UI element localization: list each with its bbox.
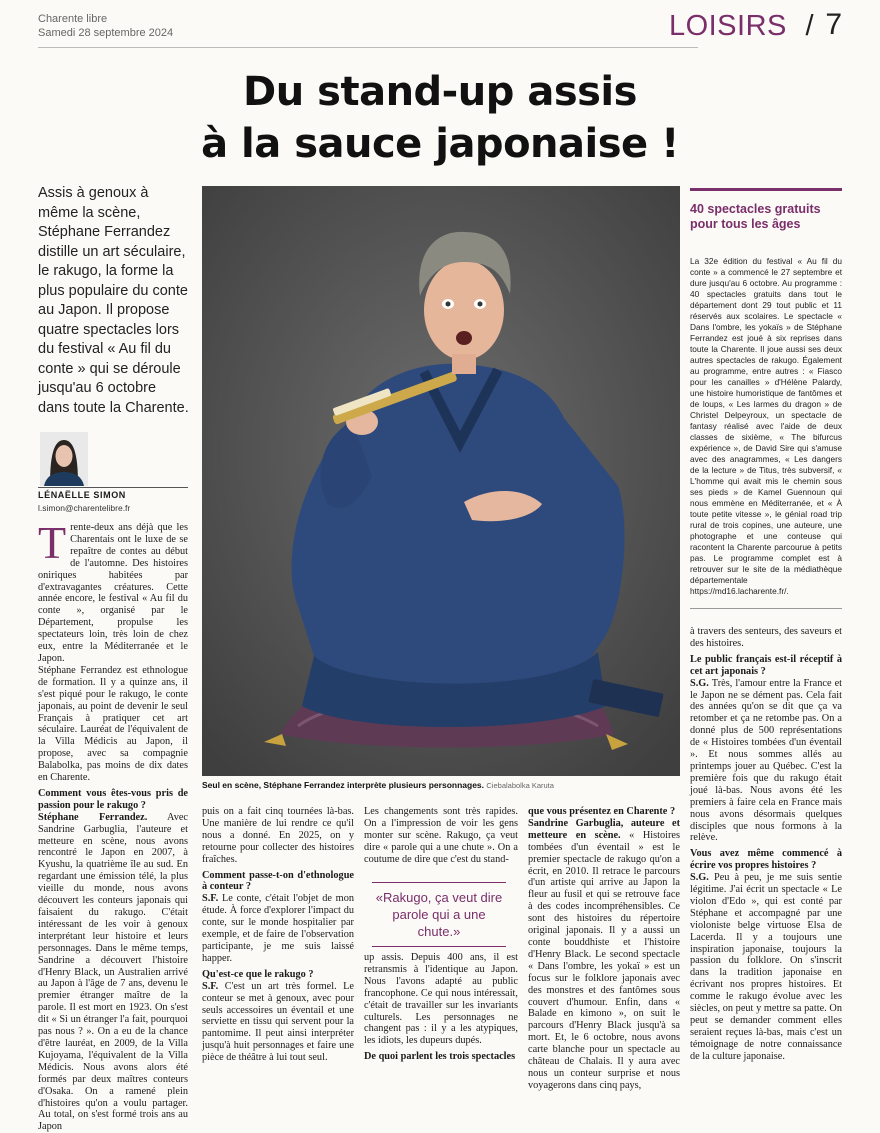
answer-speaker: S.F. [202,980,219,992]
question: Le public français est-il réceptif à cet art japonais ? [690,653,842,677]
question: Comment passe-t-on d'ethnologue à conteur ? [202,869,354,893]
paragraph: Les changements sont très rapides. On a l'impression de voir les gens monter sur scène. Rakugo, ça veut dire « parole qui a une chute ». On a coutume de dire que c'est du stand- [364,806,518,865]
headline-line-2: à la sauce japonaise ! [201,121,679,167]
question: Vous avez même commencé à écrire vos propres histoires ? [690,848,842,872]
column-3 [364,806,518,866]
answer-text: Très, l'amour entre la France et le Japon ne se dément pas. Cela fait des années qu'on se dit que ça va retomber et ça ne retombe pas. On a donné plus de 500 représentations de « Histoires tombées d'un éventail ». Et nous sommes allés au printemps jouer au Québec. C'est la première fois que du rakugo était joué là-bas. Nous avons été les premiers à faire cela en France mais nous avons désormais quelques disciples que nous formons à la relève. [690,677,843,844]
newspaper-name: Charente libre [38,13,108,25]
answer-speaker: S.G. [690,677,709,689]
article-photo [202,186,680,776]
pull-quote-text: «Rakugo, ça veut dire parole qui a une chute.» [375,890,503,939]
paragraph: à travers des senteurs, des saveurs et des histoires. [690,626,842,649]
column-1 [38,517,188,1133]
column-5 [690,626,842,1063]
masthead [38,12,173,40]
paragraph: puis on a fait cinq tournées là-bas. Une manière de lui rendre ce qu'il nous a donné. En 2025, on y retourne pour collecter des histoires fraîches. [202,806,354,865]
sidebar-rule [690,188,842,191]
header-rule [38,47,698,48]
author-photo [40,432,88,486]
issue-date: Samedi 28 septembre 2024 [38,27,174,39]
answer-speaker: S.G. [690,872,709,884]
answer-speaker: Sandrine Garbuglia, auteure et metteure en scène. [528,817,680,841]
question: De quoi parlent les trois spectacles [364,1051,516,1063]
headline [120,66,760,170]
answer-text: Peu à peu, je me suis sentie légitime. J'ai écrit un spectacle « Le violon d'Edo », qui est conté par Stéphane et accompagné par une violoniste belge virtuose Elsa de Lacerda. Il y a toujours une inspiration japonaise, toujours la passion du folklore. On s'inscrit dans la tradition japonaise en écrivant nos propres histoires. Et comme le rakugo évolue avec les siècles, on peut y mettre sa patte. On peut se demander comment elles seraient reçues là-bas, mais c'est un témoignage de notre connaissance de la culture japonaise. [690,872,842,1062]
answer-speaker: Stéphane Ferrandez. [38,811,148,823]
photo-caption [202,780,680,790]
drop-cap: T [38,517,67,568]
pull-quote [372,882,506,947]
pull-quote-rule-bottom [372,946,506,947]
sidebar-title: 40 spectacles gratuits pour tous les âges [690,202,821,231]
bio-paragraph: Stéphane Ferrandez est ethnologue de formation. Il y a quinze ans, il s'est piqué pour le rakugo, le conte japonais, au point de devenir le seul Français à pratiquer cet art séculaire. Lauréat de l'équivalent de la Villa Médicis au Japon, il propose, avec sa compagnie Balabolka, pas moins de dix dates en Charente. [38,664,188,784]
intro-paragraph: rente-deux ans déjà que les Charentais ont le luxe de se repaître de contes au début de l'automne. Des histoires oniriques habitées par d'extravagantes créatures. Cette année encore, le festival « Au fil du conte », organisé par le Département, propulse les spectateurs loin, très loin de chez eux, entre la Méditerranée et le Japon. [38,522,188,664]
headline-line-1: Du stand-up assis [243,69,637,115]
answer-paragraph [690,678,842,845]
caption-text: Seul en scène, Stéphane Ferrandez interprète plusieurs personnages. [202,780,485,790]
question: Comment vous êtes-vous pris de passion pour le rakugo ? [38,787,188,811]
question-tail: que vous présentez en Charente ? [528,806,676,817]
author-name: LÉNAËLLE SIMON [38,490,126,500]
answer-paragraph [202,893,354,964]
article-lead: Assis à genoux à même la scène, Stéphane Ferrandez distille un art séculaire, le rakugo, la forme la plus populaire du conte au Japon. Il propose quatre spectacles lors du festival « Au fil du conte » qui se déroule jusqu'au 6 octobre dans toute la Charente. [38,185,189,416]
rubric-separator: / [805,10,814,42]
answer-text: « Histoires tombées d'un éventail » est le premier spectacle de rakugo qu'on a écrit, en 2010. Il retrace le parcours d'un artiste qui arrive au Japon la fleur au fusil et qui se retrouve face à des codes incompréhensibles. Ce sont des histoires du répertoire original japonais. Il y a aussi un conte bouddhiste et l'histoire d'Henry Black. Le second spectacle « Dans l'ombre, les yokaï » est un focus sur le folklore japonais avec des monstres et des fantômes sous couvert d'humour. Enfin, dans « Balade en kimono », on suit le parcours d'Henry Black jusqu'à sa mort. Et, le 6 octobre, nous avons carte blanche pour un spectacle au château de Chalais. Il y aura avec nous un conteur surprise et nous voyagerons dans cinq pays, [528,829,681,1091]
sidebar-bottom-rule [690,608,842,609]
answer-paragraph [690,872,842,1063]
photo-credit: Ciebalabolka Karuta [486,781,554,790]
page-number: 7 [825,8,842,41]
answer-text: Le conte, c'était l'objet de mon étude. À force d'explorer l'impact du conte, sur le monde hospitalier par exemple, et de faire de l'observation participante, je me suis laissé happer. [202,893,354,964]
column-2 [202,806,354,1064]
author-rule [38,487,188,488]
answer-paragraph [38,812,188,1133]
rubric-label: LOISIRS [668,10,787,42]
section-rubric [669,10,814,43]
paragraph: up assis. Depuis 400 ans, il est retransmis à l'identique au Japon. Nous l'avons adapté au public francophone. Ce qui nous intéressait, c'était de travailler sur les invariants culturels. Les personnages ne changent pas : il y a les atypiques, les idiots, les dupeurs dupés. [364,952,518,1047]
author-email[interactable]: l.simon@charentelibre.fr [38,503,131,513]
answer-speaker: S.F. [202,893,219,905]
answer-text: Avec Sandrine Garbuglia, l'auteure et metteure en scène, nous avons rencontré le Japon en 2007, à Kyushu, la quatrième île au sud. En regardant une émission télé, la plus vieille du monde, nous avons découvert les conteurs japonais qui faisaient du rakugo. C'était intéressant de les voir à genoux interprétant leur histoire et leurs personnages. Dans le même temps, Sandrine a découvert l'histoire d'Henry Black, un Australien arrivé au Japon à l'âge de 7 ans, devenu le premier étranger maître de la parole. Il est mort en 1923. On s'est dit « Si un étranger l'a fait, pourquoi pas nous ? ». On a eu de la chance d'être lauréat, en 2009, de la Villa Kujoyama, l'équivalent de la Villa Médicis. Nous avons alors été formés par deux maîtres conteurs d'Osaka. On a ramené plein d'histoires qu'on a voulu partager. Au total, on s'est formé trois ans au Japon [38,811,188,1133]
column-3-continued [364,952,518,1063]
answer-paragraph [528,818,680,1092]
answer-text: C'est un art très formel. Le conteur se met à genoux, avec pour seuls accessoires un éventail et une serviette en tissu qui servent pour la pantomime. Il peut ainsi interpréter jusqu'à huit personnages et faire une pièce de théâtre à lui tout seul. [202,980,354,1064]
answer-paragraph [202,981,354,1064]
question: Qu'est-ce que le rakugo ? [202,968,314,980]
column-4 [528,806,680,1092]
sidebar-body: La 32e édition du festival « Au fil du conte » a commencé le 27 septembre et dure jusqu'au 6 octobre. Au programme : 40 spectacles gratuits dans tout le département dont 29 tout public et 11 réservés aux scolaires. Le spectacle « Dans l'ombre, les yokaïs » de Stéphane Ferrandez est joué à six reprises dans toute la Charente. Il joue aussi ses deux autres spectacles de rakugo. Également au programme, entre autres : « Fiasco pour les canailles » d'Hélène Palardy, une histoire humoristique de fantômes et de loups, « Les larmes du dragon » de Christel Delpeyroux, un spectacle de fantasy réalisé avec l'aide de deux classes de sixième, « The bifurcus expérience », de David Sire qui s'amuse avec des anagrammes, « Les dangers de la lecture » de Titus, très subversif, « L'homme qui avait mis le chemin sous ses pieds » de Kamel Guennoun qui nous emmène en Méditerranée, et « À toute petite vitesse », le génial road trip rural de trois copines, une auteure, une photographe et une conteuse qui racontent la Charente parcourue à petits pas. Le programme complet est à retrouver sur le site de la médiathèque départementale https://md16.lacharente.fr/. [690,256,842,596]
